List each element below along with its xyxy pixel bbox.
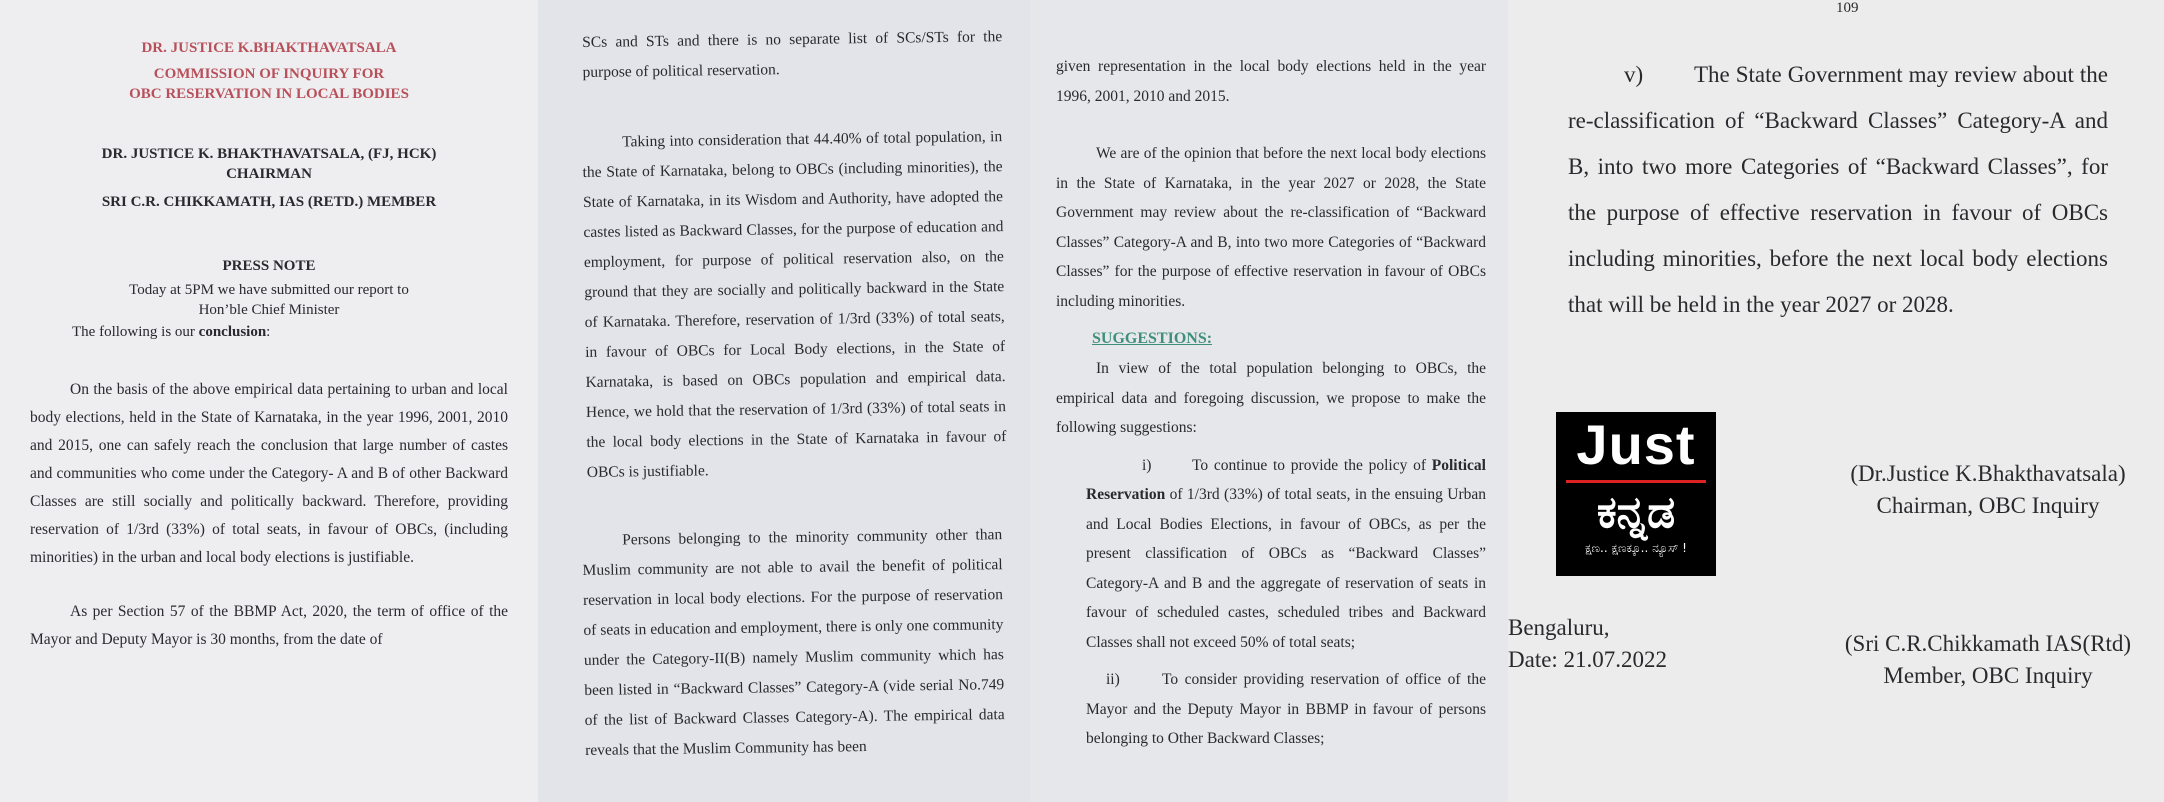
press-note-title: PRESS NOTE — [222, 258, 316, 274]
item-2-body: To consider providing reservation of office of the Mayor and the Deputy Mayor in BBMP in favour of persons belonging to Other Backward Classes; — [1086, 671, 1486, 747]
document-page-4 — [1508, 0, 2164, 802]
political-reservation-bold: Political Reservation — [1086, 456, 1486, 503]
member-name: SRI C.R. CHIKKAMATH, IAS (RETD.) MEMBER — [101, 194, 437, 210]
item-1-pre: To continue to provide the policy of — [1192, 456, 1426, 474]
chairman-name: DR. JUSTICE K. BHAKTHAVATSALA, (FJ, HCK) — [101, 146, 437, 162]
document-page-2 — [538, 0, 1030, 802]
review-item — [1568, 52, 2108, 328]
suggestion-item-2-text — [1086, 665, 1486, 754]
suggestions-intro: In view of the total population belonging to OBCs, the empirical data and foregoing discussion, we propose to make the following suggestions: — [1056, 360, 1486, 436]
bbmp-paragraph: As per Section 57 of the BBMP Act, 2020, the term of office of the Mayor and Deputy Mayor is 30 months, from the date of — [30, 603, 508, 648]
conclusion-paragraph: On the basis of the above empirical data pertaining to urban and local body elections, held in the State of Karnataka, in the year 1996, 2001, 2010 and 2015, one can safely reach the conclusion that large number of castes and communities who come under the Category- A and B of other Backward Classes are still socially and politically backward. Therefore, providing reservation of 1/3rd (33%) of total seats, in favour of OBCs, (including minorities) in the urban and local body elections is justifiable. — [30, 381, 508, 566]
representation-paragraph: given representation in the local body elections held in the year 1996, 2001, 2010 and 2015. — [1056, 58, 1486, 105]
document-page-1 — [0, 0, 538, 802]
chairman-signature-block — [1818, 458, 2158, 522]
suggestion-item-1-text — [1086, 451, 1486, 658]
member-signature-name: (Sri C.R.Chikkamath IAS(Rtd) — [1844, 631, 2132, 656]
following-line — [30, 322, 508, 342]
member-signature-block — [1818, 628, 2158, 692]
item-5-number: v) — [1624, 62, 1644, 87]
just-kannada-logo — [1556, 412, 1716, 576]
place: Bengaluru, — [1508, 615, 1610, 640]
logo-red-bar — [1566, 480, 1706, 483]
following-post: : — [266, 324, 271, 340]
logo-kannada-text: ಕನ್ನಡ — [1596, 487, 1676, 538]
suggestion-item-1 — [1056, 451, 1486, 658]
item-2-number: ii) — [1106, 671, 1120, 688]
suggestion-item-2 — [1056, 665, 1486, 754]
suggestions-heading — [1056, 330, 1486, 348]
page-number: 109 — [1836, 0, 1859, 16]
item-1-post: of 1/3rd (33%) of total seats, in the ensuing Urban and Local Bodies Elections, in favour of OBCs, as per the present classification of OBCs as “Backward Classes” Category-A and B and the aggregate of reservation of seats in favour of scheduled castes, scheduled tribes and Backward Classes shall not exceed 50% of total seats; — [1086, 486, 1486, 651]
minority-paragraph: Persons belonging to the minority community other than Muslim community are not able to avail the benefit of political reservation in local body elections. For the purpose of reservation of seats in education and employment, there is only one community under the Category-II(B) namely Muslim community which has been listed in “Backward Classes” Category-A (vide serial No.749 of the list of Backward Classes Category-A). The empirical data reveals that the Muslim Community has been — [582, 526, 1005, 759]
header-line-1: DR. JUSTICE K.BHAKTHAVATSALA — [141, 40, 397, 56]
item-5-body: The State Government may review about the re-classification of “Backward Classes” Category-A and B, into two more Categories of “Backward Classes”, for the purpose of effective reservation in favour of OBCs including minorities, before the next local body elections that will be held in the year 2027 or 2028. — [1568, 62, 2108, 317]
member-signature-title: Member, OBC Inquiry — [1883, 663, 2093, 688]
suggestions-label: SUGGESTIONS: — [1092, 330, 1213, 347]
review-item-text — [1568, 52, 2108, 328]
document-page-3 — [1030, 0, 1508, 802]
opinion-paragraph: We are of the opinion that before the next local body elections in the State of Karnataka, in the year 2027 or 2028, the State Government may review about the re-classification of “Backward Classes” Category-A and B, into two more Categories of “Backward Classes” for the purpose of effective reservation in favour of OBCs including minorities. — [1056, 145, 1486, 310]
conclusion-word: conclusion — [198, 324, 267, 340]
chairman-signature-title: Chairman, OBC Inquiry — [1876, 493, 2100, 518]
submitted-line: Today at 5PM we have submitted our report to Hon’ble Chief Minister — [129, 282, 409, 318]
chairman-signature-name: (Dr.Justice K.Bhakthavatsala) — [1850, 461, 2126, 486]
following-pre: The following is our — [72, 324, 199, 340]
place-date-block — [1508, 612, 1667, 676]
scst-paragraph: SCs and STs and there is no separate list of SCs/STs for the purpose of political reservation. — [582, 28, 1003, 81]
item-1-number: i) — [1142, 456, 1152, 474]
date: Date: 21.07.2022 — [1508, 647, 1668, 672]
commission-header — [30, 38, 508, 104]
header-line-2: COMMISSION OF INQUIRY FOR — [153, 66, 385, 82]
logo-tagline: ಕ್ಷಣ.. ಕ್ಷಣಕ್ಕೂ.. ನ್ಯೂಸ್ ! — [1585, 541, 1687, 555]
chairman-title: CHAIRMAN — [226, 166, 312, 182]
population-paragraph: Taking into consideration that 44.40% of total population, in the State of Karnataka, belong to OBCs (including minorities), the State of Karnataka, in its Wisdom and Authority, have adopted the castes listed as Backward Classes, for the purpose of education and employment, for purpose of political reservation also, on the ground that they are socially and politically backward in the State of Karnataka. Therefore, reservation of 1/3rd (33%) of total seats, in favour of OBCs for Local Body elections, in the State of Karnataka, is based on OBCs population and empirical data. Hence, we hold that the reservation of 1/3rd (33%) of total seats in the local body elections in the State of Karnataka in favour of OBCs is justifiable. — [582, 128, 1007, 481]
logo-just-text: Just — [1576, 413, 1696, 476]
header-line-3: OBC RESERVATION IN LOCAL BODIES — [129, 86, 409, 102]
